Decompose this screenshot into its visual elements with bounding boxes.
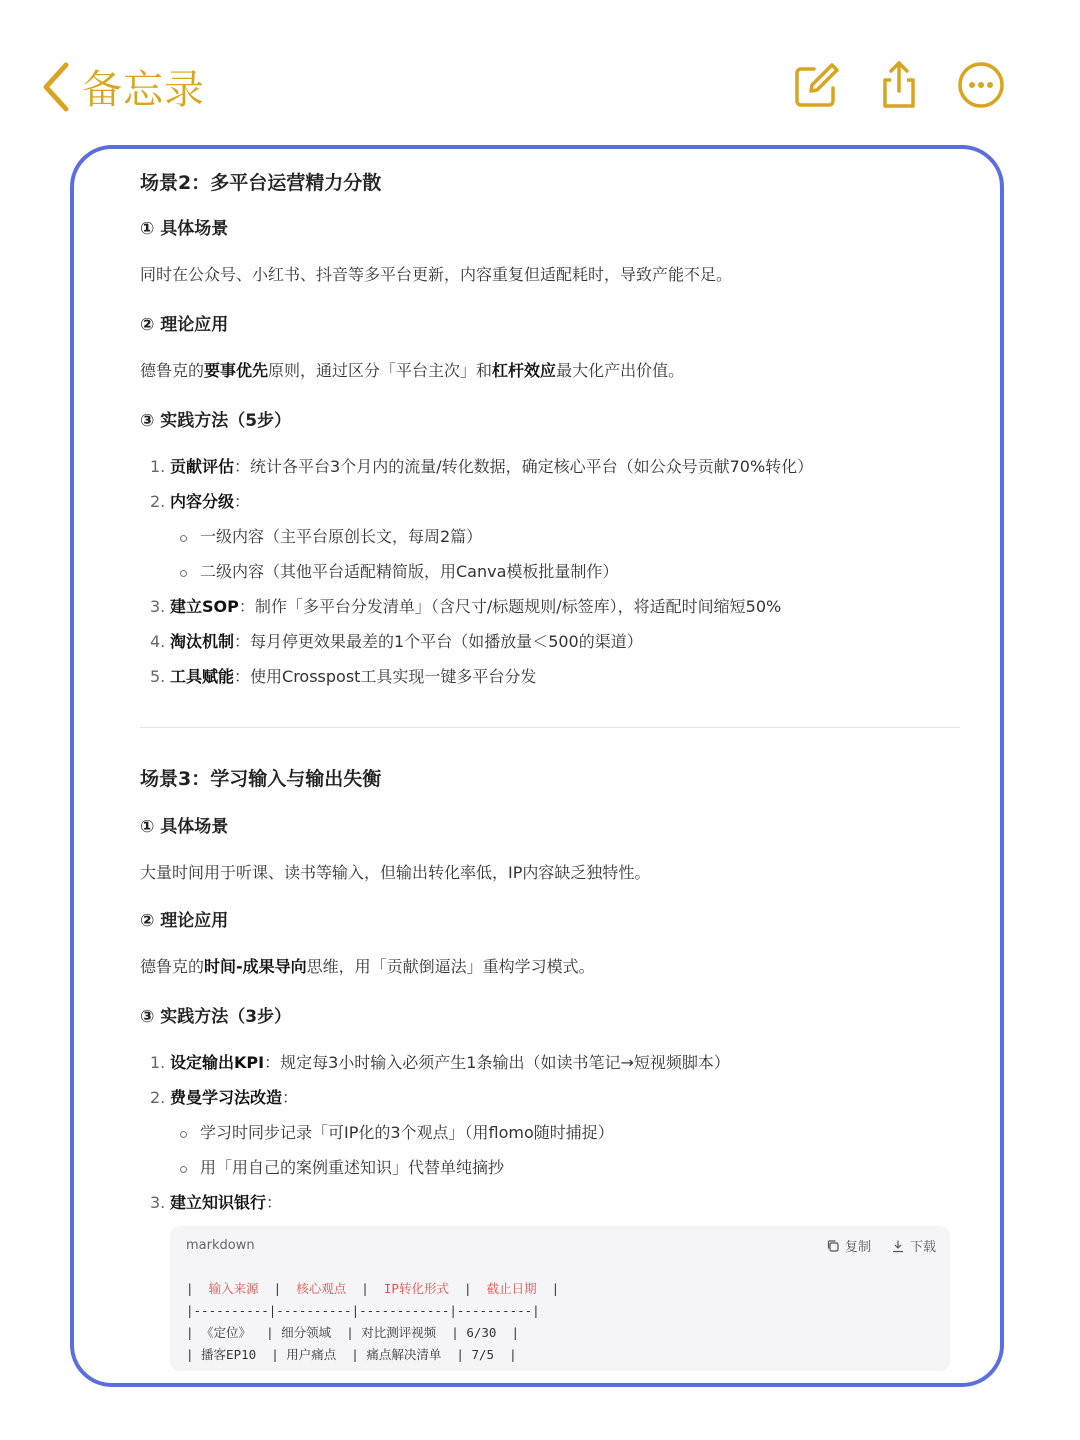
list-item: 2. 内容分级： xyxy=(150,492,251,511)
code-header-row: | 输入来源 | 核心观点 | IP转化形式 | 截止日期 | xyxy=(186,1281,560,1296)
back-button[interactable] xyxy=(40,58,205,115)
sub-list-item: 二级内容（其他平台适配精简版，用Canva模板批量制作） xyxy=(140,558,960,586)
share-button[interactable] xyxy=(874,60,924,110)
chevron-left-icon xyxy=(40,59,72,115)
scene2-section2-text: 德鲁克的要事优先原则，通过区分「平台主次」和杠杆效应最大化产出价值。 xyxy=(140,361,685,380)
sub-list-item: 学习时同步记录「可IP化的3个观点」（用flomo随时捕捉） xyxy=(140,1119,960,1147)
copy-icon xyxy=(826,1239,840,1253)
list-item: 1. 贡献评估：统计各平台3个月内的流量/转化数据，确定核心平台（如公众号贡献70%转化） xyxy=(150,457,814,476)
compose-icon xyxy=(792,60,842,110)
note-content xyxy=(140,167,960,1217)
copy-button[interactable] xyxy=(826,1236,871,1255)
scene3-section2-text: 德鲁克的时间-成果导向思维，用「贡献倒逼法」重构学习模式。 xyxy=(140,957,595,976)
scene2-section1-title: ① 具体场景 xyxy=(140,219,229,239)
navigation-bar xyxy=(0,0,1080,140)
list-item: 3. 建立SOP：制作「多平台分发清单」（含尺寸/标题规则/标签库），将适配时间缩短50% xyxy=(150,597,782,616)
list-item: 3. 建立知识银行： xyxy=(150,1193,283,1212)
list-item: 2. 费曼学习法改造： xyxy=(150,1088,299,1107)
more-icon xyxy=(956,60,1006,110)
download-button[interactable] xyxy=(891,1236,936,1255)
more-button[interactable] xyxy=(956,60,1006,110)
code-separator-row: |----------|----------|------------|----------| xyxy=(186,1303,540,1318)
code-row: | 播客EP10 | 用户痛点 | 痛点解决清单 | 7/5 | xyxy=(186,1347,517,1362)
list-item: 5. 工具赋能：使用Crosspost工具实现一键多平台分发 xyxy=(150,667,537,686)
scene3-title: 场景3：学习输入与输出失衡 xyxy=(140,768,382,790)
back-label: 备忘录 xyxy=(82,67,205,113)
copy-label: 复制 xyxy=(844,1240,871,1255)
scene3-section1-text: 大量时间用于听课、读书等输入，但输出转化率低，IP内容缺乏独特性。 xyxy=(140,863,651,882)
sub-list-item: 用「用自己的案例重述知识」代替单纯摘抄 xyxy=(140,1154,960,1182)
scene3-section3-title: ③ 实践方法（3步） xyxy=(140,1007,292,1027)
scene3-section2-title: ② 理论应用 xyxy=(140,911,229,931)
code-body xyxy=(186,1278,559,1366)
list-item: 4. 淘汰机制：每月停更效果最差的1个平台（如播放量＜500的渠道） xyxy=(150,632,643,651)
download-label: 下载 xyxy=(909,1240,936,1255)
list-item: 1. 设定输出KPI：规定每3小时输入必须产生1条输出（如读书笔记→短视频脚本） xyxy=(150,1053,730,1072)
scene3-section1-title: ① 具体场景 xyxy=(140,817,229,837)
note-card xyxy=(70,145,1004,1387)
scene2-section1-text: 同时在公众号、小红书、抖音等多平台更新，内容重复但适配耗时，导致产能不足。 xyxy=(140,265,733,284)
scene2-title: 场景2：多平台运营精力分散 xyxy=(140,172,382,194)
code-row: | 《定位》 | 细分领域 | 对比测评视频 | 6/30 | xyxy=(186,1325,520,1340)
code-block xyxy=(170,1226,950,1371)
code-actions xyxy=(826,1236,936,1255)
compose-button[interactable] xyxy=(792,60,842,110)
share-icon xyxy=(874,60,924,110)
scene2-section3-title: ③ 实践方法（5步） xyxy=(140,411,292,431)
code-language-label: markdown xyxy=(186,1238,255,1253)
download-icon xyxy=(891,1239,905,1253)
scene2-section2-title: ② 理论应用 xyxy=(140,315,229,335)
sub-list-item: 一级内容（主平台原创长文，每周2篇） xyxy=(140,523,960,551)
